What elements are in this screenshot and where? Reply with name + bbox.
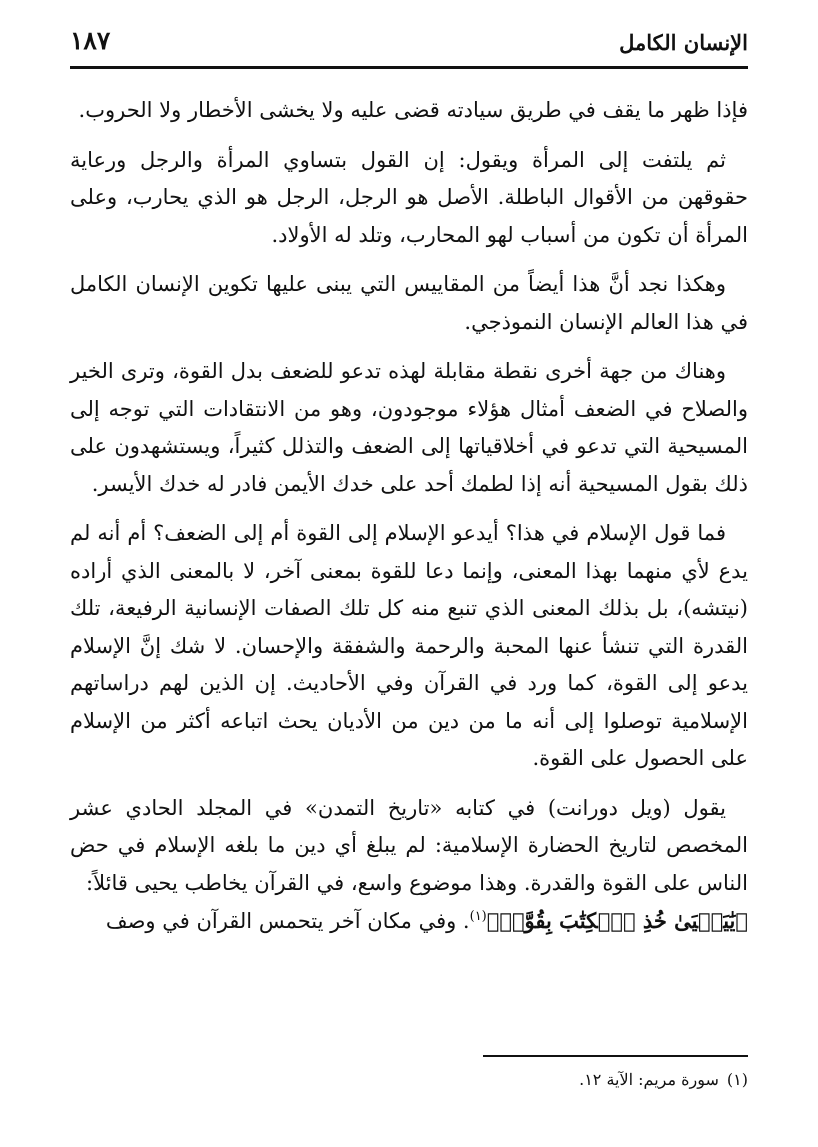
paragraph: وهكذا نجد أنَّ هذا أيضاً من المقاييس التي يبنى عليها تكوين الإنسان الكامل في هذا العالم الإنسان النموذجي.: [70, 272, 748, 334]
ayah-line: [70, 902, 748, 941]
header-rule: [70, 66, 748, 69]
footnote-reference[interactable]: (١): [469, 909, 487, 924]
running-title: الإنسان الكامل: [619, 30, 748, 55]
paragraph: يقول (ويل دورانت) في كتابه «تاريخ التمدن» في المجلد الحادي عشر المخصص لتاريخ الحضارة الإسلامية: لم يبلغ أي دين ما بلغه الإسلام في حض الناس على القوة والقدرة. وهذا موضوع واسع، في القرآن يخاطب يحيى قائلاً:: [70, 795, 748, 895]
body-text: [70, 92, 748, 941]
ayah-continuation: . وفي مكان آخر يتحمس القرآن في وصف: [105, 909, 470, 933]
paragraph: فما قول الإسلام في هذا؟ أيدعو الإسلام إلى القوة أم إلى الضعف؟ أم أنه لم يدع لأي منهما بهذا المعنى، وإنما دعا للقوة بمعنى آخر، لا بالمعنى الذي أراده (نيتشه)، بل بذلك المعنى الذي تنبع منه كل تلك الصفات الإنسانية الرفيعة، تلك القدرة التي تنشأ عنها المحبة والرحمة والشفقة والإحسان. لا شك إنَّ الإسلام يدعو إلى القوة، كما ورد في القرآن وفي الأحاديث. إن الذين لهم دراساتهم الإسلامية توصلوا إلى أنه ما من دين من الأديان يحث اتباعه أكثر من الإسلام على الحصول على القوة.: [70, 521, 748, 770]
paragraph: فإذا ظهر ما يقف في طريق سيادته قضى عليه ولا يخشى الأخطار ولا الحروب.: [78, 98, 748, 122]
footnote-rule: [483, 1055, 748, 1057]
paragraph: ثم يلتفت إلى المرأة ويقول: إن القول بتساوي المرأة والرجل ورعاية حقوقهن من الأقوال الباطلة. الأصل هو الرجل، الرجل هو الذي يحارب، وعلى المرأة أن تكون من أسباب لهو المحارب، وتلد له الأولاد.: [70, 147, 748, 247]
quran-verse: ﴿يَٰيَحۡيَىٰ خُذِ ٱلۡكِتَٰبَ بِقُوَّةٖ﴾: [486, 908, 748, 933]
footnote-number: (١): [726, 1070, 748, 1089]
footnote: [70, 1068, 748, 1092]
paragraph: وهناك من جهة أخرى نقطة مقابلة لهذه تدعو للضعف بدل القوة، وترى الخير والصلاح في الضعف أمثال هؤلاء موجودون، وهو من الانتقادات التي توجه إلى المسيحية التي تدعو في أخلاقياتها إلى الضعف والتذلل كثيراً، ويستشهدون على ذلك بقول المسيحية أنه إذا لطمك أحد على خدك الأيمن فادر له خدك الأيسر.: [70, 359, 748, 496]
page-number: ١٨٧: [70, 26, 111, 55]
footnote-text: سورة مريم: الآية ١٢.: [579, 1070, 719, 1089]
